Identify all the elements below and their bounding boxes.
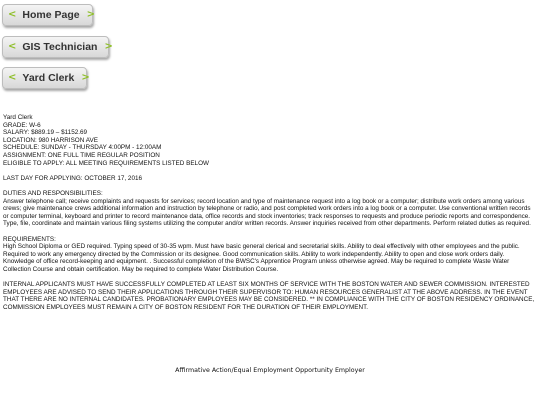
duties-heading: DUTIES AND RESPONSIBILITIES:: [3, 189, 103, 197]
job-assignment: ASSIGNMENT: ONE FULL TIME REGULAR POSITION: [3, 151, 160, 159]
requirements-heading: REQUIREMENTS:: [3, 235, 56, 243]
job-schedule: SCHEDULE: SUNDAY - THURSDAY 4:00PM - 12:00AM: [3, 144, 162, 152]
chevron-left-icon: <: [8, 72, 17, 83]
requirements-text: High School Diploma or GED required. Typing speed of 30-35 wpm. Must have basic general clerical and secretarial skills. Ability to deal effectively with other employees and the public. Required to work any emergency directed by the Commission or its designee. Good communication skills. Ability to work independently. Ability to open and close work orders daily. Knowledge of office record-keeping and equipment. . Successful completion of the BWSC's Apprentice Program unless otherwise agreed. May be required to complete Waste Water Collection Course and obtain certification. May be required to complete Water Distribution Course.: [3, 243, 520, 273]
chevron-left-icon: <: [8, 41, 17, 52]
job-title: Yard Clerk: [3, 114, 33, 121]
chevron-left-icon: <: [8, 9, 17, 20]
job-salary: SALARY: $889.19 – $1152.69: [3, 129, 88, 137]
eeo-footer: Affirmative Action/Equal Employment Opportunity Employer: [175, 367, 365, 374]
chevron-right-icon: >: [81, 72, 90, 83]
yard-clerk-button[interactable]: [2, 67, 90, 89]
job-eligibility: ELIGIBLE TO APPLY: ALL MEETING REQUIREMENTS LISTED BELOW: [3, 159, 209, 167]
chevron-right-icon: >: [104, 41, 113, 52]
job-posting: [3, 114, 537, 311]
last-day-to-apply: LAST DAY FOR APPLYING: OCTOBER 17, 2016: [3, 174, 143, 182]
job-location: LOCATION: 980 HARRISON AVE: [3, 136, 98, 144]
gis-technician-label: GIS Technician: [22, 41, 98, 53]
home-page-button[interactable]: [2, 4, 93, 26]
gis-technician-button[interactable]: [2, 36, 113, 58]
job-grade: GRADE: W-6: [3, 121, 41, 129]
yard-clerk-label: Yard Clerk: [22, 72, 75, 84]
internal-applicants-notice: INTERNAL APPLICANTS MUST HAVE SUCCESSFULLY COMPLETED AT LEAST SIX MONTHS OF SERVICE WITH THE BOSTON WATER AND SEWER COMMISSION. INTERESTED EMPLOYEES ARE ADVISED TO SEND THEIR APPLICATIONS THROUGH THEIR SUPERVISOR TO: HUMAN RESOURCES GENERALIST AT THE ABOVE ADDRESS. IN THE EVENT THAT THERE ARE NO INTERNAL CANDIDATES. PROBATIONARY EMPLOYEES MAY BE CONSIDERED. ** IN COMPLIANCE WITH THE CITY OF BOSTON RESIDENCY ORDINANCE, COMMISSION EMPLOYEES MUST REMAIN A CITY OF BOSTON RESIDENT FOR THE DURATION OF THEIR EMPLOYMENT.: [3, 281, 535, 311]
chevron-right-icon: >: [86, 9, 95, 20]
home-page-label: Home Page: [22, 9, 80, 21]
duties-text: Answer telephone call; receive complaints and requests for services; record location and type of maintenance request into a log book or a computer; distribute work orders among various crews; give maintenance crews additional information and instruction by telephone or radio, and post completed work orders into a log book or a computer. Use conventional written records or computer terminal, keyboard and printer to record maintenance data, office records and stock inventories; track responses to requests and produce periodic reports and correspondence. Type, file, coordinate and maintain various filing systems utilizing the computer and/or written records. Answer inquiries received from other departments. Perform related duties as required.: [3, 197, 531, 228]
